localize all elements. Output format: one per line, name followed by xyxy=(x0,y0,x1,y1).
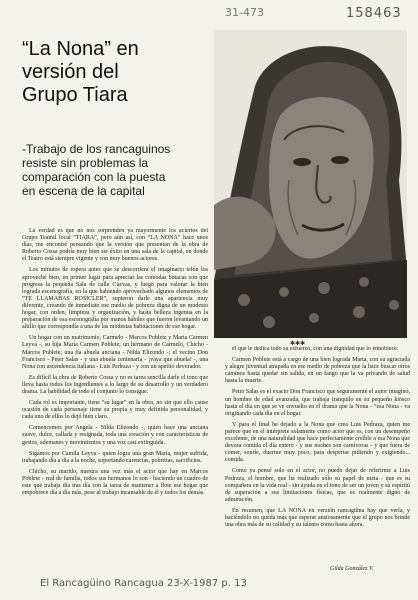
article-paragraph: él que le dedica todo su esfuerzo, con una dignidad que lo ennoblece. xyxy=(232,346,399,352)
article-paragraph: Como ya pensé solo en el actor, no puedo dejar de referirme a Luis Pedraza, el hombre, que ha realizado sólo su papel de nieta - que es su compañera en la vida real - sin ayuda en el tono de ser un joven y su espíritu de superación a sus limitaciones físicas, que es realmente digno de admiración. xyxy=(225,468,410,503)
subhead-line: resiste sin problemas la xyxy=(22,156,149,170)
article-paragraph: Chicho, su marido, nuestra una vez más el actor que hay en Marcos Poblete - real de familia, todos sus hermanos lo son - haciendo un cuadro de este que trabaja día tras día con la tarea de mantener a flote ese hogar que empobrece día a día más, pese al trabajo incansable de él y todos los demás. xyxy=(22,468,208,497)
article-body-right-column xyxy=(225,346,410,578)
article-paragraph: La verdad es que no nos sorprenden ya mayormente los aciertos del Grupo Teatral local “TIARA”, pero aún así, con “LA NONA” hace unos días, me encontré pensando que la versión que presentan de la obra de Roberto Cossa podría muy bien ser éxito en una sala de la capital, en donde el Teatro está siempre vigente y con muy buenos actores. xyxy=(22,228,208,263)
handwritten-annotation-top: 31-473 xyxy=(225,6,264,19)
subhead-line: en escena de la capital xyxy=(22,184,145,198)
article-paragraph: Y para el final he dejado a la Nona que crea Luis Pedraza, quien me parece que en el intérprete solamente como actor que es, con un desempeño excelente, de una naturalidad que hace perfectamente creíble a esa Nona que devora comida el día entero - y sus noches son carnívoras - y que fuera de comer, sonríe, duerme muy poco, para despertar pidiendo y exigiendo... comida. xyxy=(225,421,410,464)
article-paragraph: Carmen Poblete está a cargo de una bien lograda Marta, con su agraciada y alegre juventud atrapada en ese medio de pobreza que la hace buscar otros caminos hasta quedar sin salida, en un fango que la va privando de salud hasta la muerte. xyxy=(225,357,410,385)
article-paragraph: Peter Salas es el exacto Don Francisco que seguramente el autor imaginó, un hombre de edad avanzada, que trabaja tranquilo en su pequeño kiosco hasta el día en que se ve envuelto en el drama que la Nona - “esa Nona - va originando cada día en el hogar. xyxy=(225,389,410,417)
article-headline xyxy=(22,38,202,107)
subhead-line: -Trabajo de los rancaguinos xyxy=(22,142,171,156)
headline-line: Grupo Tiara xyxy=(22,84,128,106)
article-subheadline xyxy=(22,142,212,198)
handwritten-archive-number: 158463 xyxy=(346,6,402,21)
article-paragraph: Los minutos de espera antes que se descorriera el imaginario telón los aproveché bien, en primer lugar para apreciar las comodas butacas con que progresa la pequeña Sala de calle Cuevas, y luego para valorar la bien lograda escenografía, en la que habiendo aprovechado algunos elementos de “TE LLAMABAS ROSICLER”, supieron darle una apariencia muy diferente, creando de inmediato ese medio de pobreza digna de un modesto hogar, con orden, limpieza y organización, y hasta belleza ingenua en la preparación de esa escenografía por manos hábiles que fueron levantando un altillo que correspondía a una de las modestas habitaciones de ese hogar. xyxy=(22,267,208,331)
article-paragraph: Un hogar con un matrimonio, Carmelo - Marcos Poblete y Marta Carmen Leyva -, su hija María Carmen Poblete; un hermano de Carmelo, Chicho - Marcos Poblete; una tía abuela anciana - Nilda Elizondo -; el vecino Don Francisco - Peter Salas - y una abuela centenaria - ¡vaya que abuela! -, una Nona con ascendencia italiana - Luis Pedraza - y con un apetito devorador. xyxy=(22,335,208,370)
article-body-left-column xyxy=(22,228,208,588)
author-signature: Gilda González V. xyxy=(330,566,374,572)
article-paragraph: En resumen, que LA NONA en versión rancagüina hay que verla, y haciéndolo no queda más que esperar ansiosamente que el grupo nos brinde una obra más de su calidad y su talento como hasta ahora. xyxy=(225,507,410,529)
article-paragraph: Cada rol es importante, tiene “su lugar” en la obra, no sin que ello cause ocasión de cada personaje tiene su propia y muy definida personalidad, y cada uno de ellos lo dejó bien claro. xyxy=(22,400,208,421)
subhead-line: comparación con la puesta xyxy=(22,170,166,184)
elderly-woman-photo xyxy=(214,30,407,338)
article-paragraph: Es difícil la obra de Roberto Cossa y no es tarea sencilla darle el tono que lleva hasta todos los ingredientes a lo largo de su desarrollo y un verdadero drama. La habilidad de todo el conjunto lo consigue. xyxy=(22,374,208,395)
headline-line: versión del xyxy=(22,61,119,83)
photo-caption-marker: ✱✱✱ xyxy=(290,341,306,347)
article-paragraph: Sigamos por Camila Leyva - quien logra una gran María, mujer sufrida, trabajando día a día a la noche, soportando carencias, pobrezas, sacrificios. xyxy=(22,450,208,464)
handwritten-source-note: El Rancagüino Rancagua 23-X-1987 p. 13 xyxy=(40,578,247,589)
article-paragraph: Comencemos por Angela - Nilda Elizondo -, quien hace una anciana suave, dulce, callada y resignada, toda una creación y con características de gestos, ademanes y movimientos y una voz casi extinguida. xyxy=(22,425,208,446)
headline-line: “La Nona” en xyxy=(22,38,139,60)
